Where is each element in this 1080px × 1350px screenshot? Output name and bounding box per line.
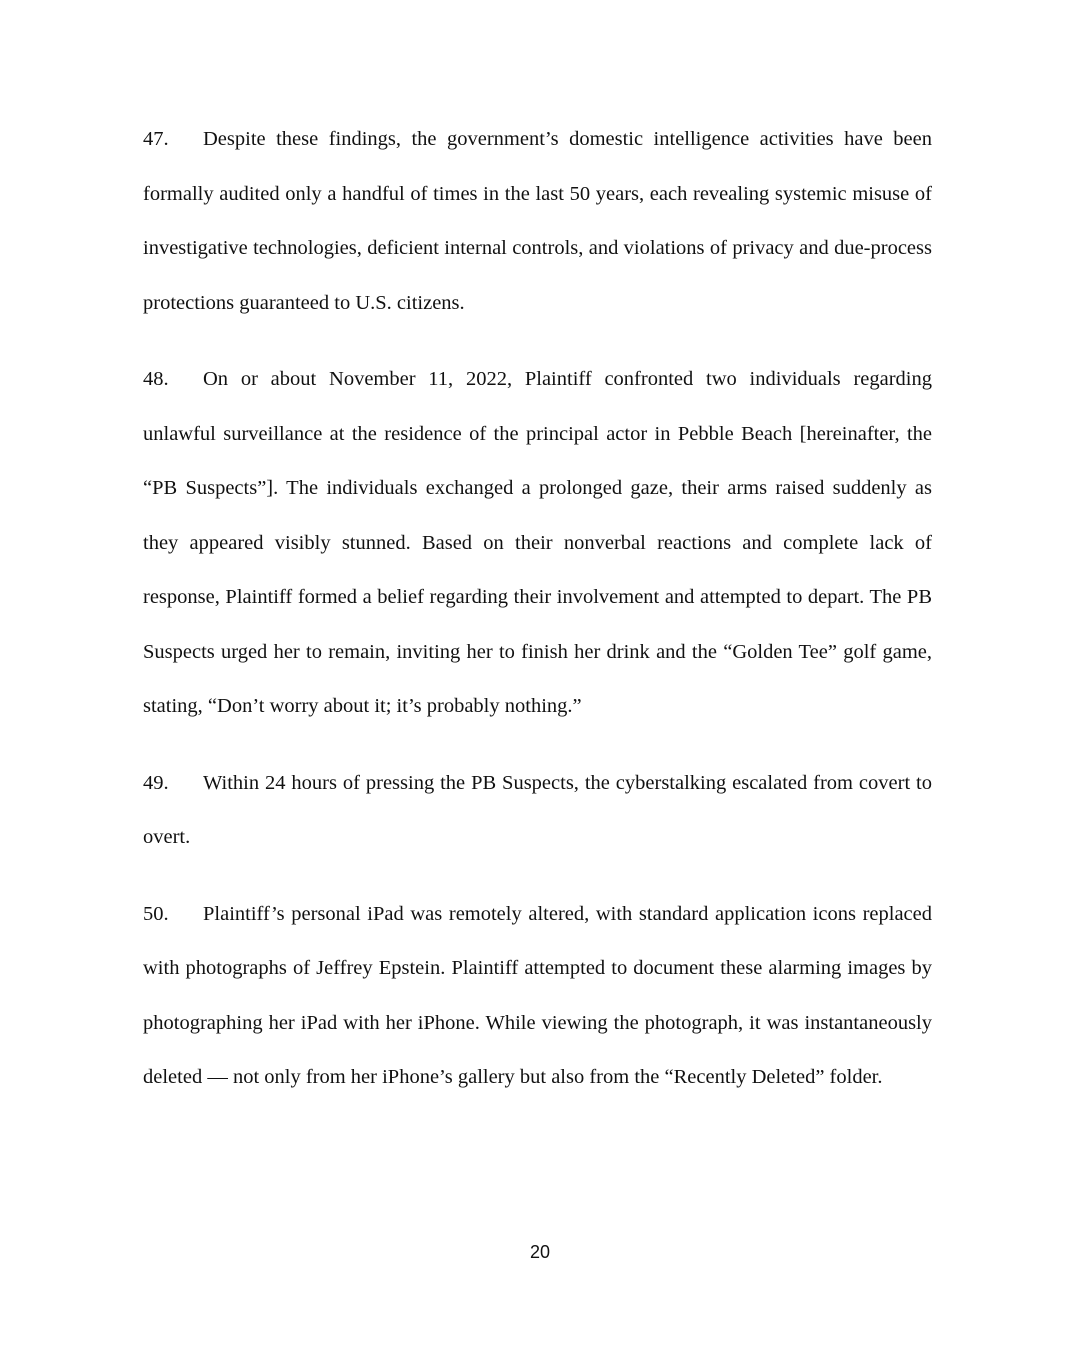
paragraph-text: Plaintiff’s personal iPad was remotely altered, with standard application icons replaced with photographs of Jeffrey Epstein. Plaintiff attempted to document these alarming images by photographing her iPad with her iPhone. While viewing the photograph, it was instantaneously deleted — not only from her iPhone’s gallery but also from the “Recently Deleted” folder.	[143, 902, 932, 1088]
paragraph-49	[143, 756, 932, 865]
paragraph-48	[143, 352, 932, 734]
document-body	[143, 112, 932, 1127]
paragraph-number: 50.	[143, 902, 169, 925]
paragraph-text: Within 24 hours of pressing the PB Suspects, the cyberstalking escalated from covert to overt.	[143, 771, 932, 848]
paragraph-text: On or about November 11, 2022, Plaintiff confronted two individuals regarding unlawful surveillance at the residence of the principal actor in Pebble Beach [hereinafter, the “PB Suspects”]. The individuals exchanged a prolonged gaze, their arms raised suddenly as they appeared visibly stunned. Based on their nonverbal reactions and complete lack of response, Plaintiff formed a belief regarding their involvement and attempted to depart. The PB Suspects urged her to remain, inviting her to finish her drink and the “Golden Tee” golf game, stating, “Don’t worry about it; it’s probably nothing.”	[143, 368, 932, 717]
page-number: 20	[529, 1242, 551, 1262]
paragraph-number: 48.	[143, 368, 169, 390]
paragraph-number: 49.	[143, 771, 169, 794]
paragraph-text: Despite these findings, the government’s domestic intelligence activities have been formally audited only a handful of times in the last 50 years, each revealing systemic misuse of investigative technologies, deficient internal controls, and violations of privacy and due-process protections guaranteed to U.S. citizens.	[143, 128, 932, 314]
paragraph-number: 47.	[143, 128, 169, 150]
paragraph-47	[143, 112, 932, 330]
paragraph-50	[143, 887, 932, 1105]
